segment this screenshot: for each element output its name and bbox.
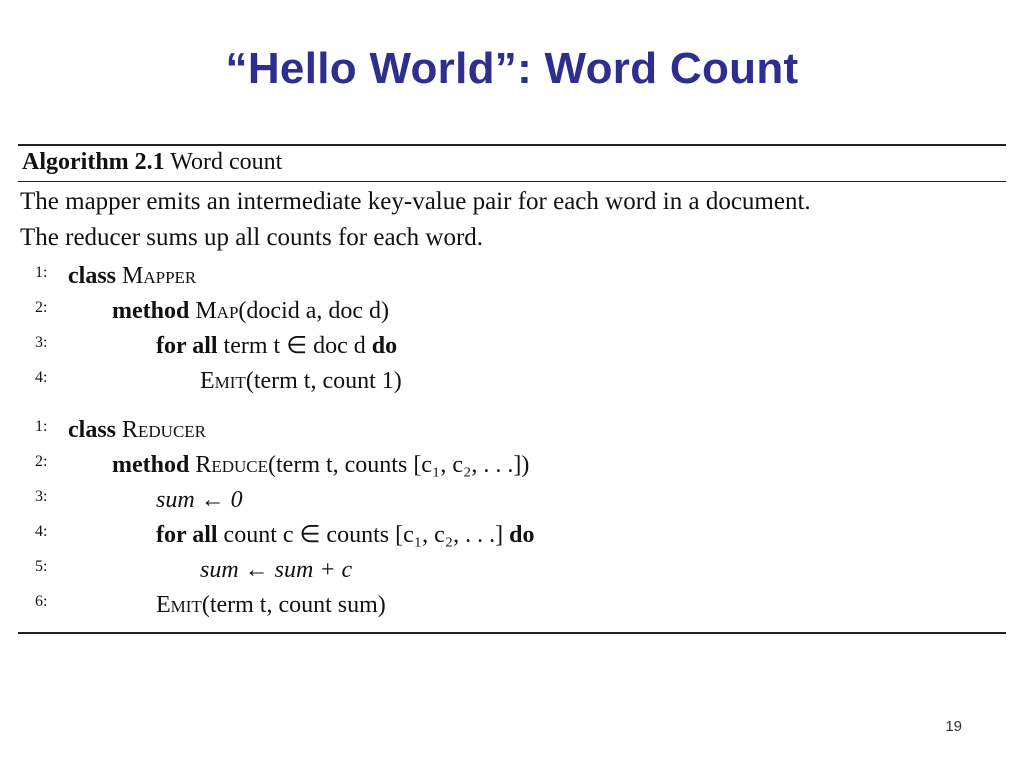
- line-number: 4:: [35, 369, 48, 386]
- line-number: 3:: [35, 334, 48, 351]
- code-text: term t ∈ doc d: [217, 333, 366, 359]
- code-text: sum ← 0: [156, 487, 243, 513]
- code-line: [0, 259, 1024, 294]
- keyword: class: [68, 417, 116, 443]
- keyword: do: [503, 522, 535, 548]
- line-number: 1:: [35, 264, 48, 281]
- code-text: (term t, count sum): [201, 592, 386, 618]
- description-line: The mapper emits an intermediate key-value pair for each word in a document.: [20, 188, 811, 215]
- line-number: 2:: [35, 299, 48, 316]
- code-line: [0, 294, 1024, 329]
- keyword: for all: [156, 333, 218, 359]
- code-line: [0, 553, 1024, 588]
- code-line: [0, 518, 1024, 553]
- line-number: 4:: [35, 523, 48, 540]
- code-line: [0, 413, 1024, 448]
- function-name: Emit: [200, 368, 246, 394]
- keyword: method: [112, 452, 190, 478]
- keyword: do: [365, 333, 398, 359]
- code-line: [0, 483, 1024, 518]
- class-name: Mapper: [122, 263, 197, 289]
- code-line: [0, 329, 1024, 364]
- slide-title: “Hello World”: Word Count: [225, 44, 799, 93]
- bottom-rule: [18, 632, 1006, 634]
- page-number: 19: [945, 718, 962, 735]
- code-line: [0, 448, 1024, 483]
- method-name: Reduce: [195, 452, 269, 478]
- description-line: The reducer sums up all counts for each word.: [20, 224, 484, 251]
- code-text: count c ∈ counts [c₁, c₂, . . .]: [217, 522, 504, 548]
- code-text: (term t, counts [c₁, c₂, . . .]): [268, 452, 530, 478]
- code-line: [0, 364, 1024, 399]
- line-number: 1:: [35, 418, 48, 435]
- header-rule: [18, 181, 1006, 182]
- class-name: Reducer: [122, 417, 207, 443]
- mapper-code: [0, 259, 1024, 399]
- line-number: 2:: [35, 453, 48, 470]
- line-number: 5:: [35, 558, 48, 575]
- line-number: 3:: [35, 488, 48, 505]
- function-name: Emit: [156, 592, 202, 618]
- algorithm-description: [20, 184, 1010, 256]
- reducer-code: [0, 413, 1024, 623]
- algorithm-name: Word count: [170, 149, 283, 175]
- keyword: method: [112, 298, 190, 324]
- line-number: 6:: [35, 593, 48, 610]
- code-text: (docid a, doc d): [238, 298, 390, 324]
- code-line: [0, 588, 1024, 623]
- method-name: Map: [195, 298, 239, 324]
- keyword: class: [68, 263, 116, 289]
- keyword: for all: [156, 522, 218, 548]
- code-text: sum ← sum + c: [200, 557, 353, 583]
- code-text: (term t, count 1): [245, 368, 402, 394]
- algorithm-header: [22, 146, 282, 178]
- algorithm-label: Algorithm 2.1: [22, 149, 165, 175]
